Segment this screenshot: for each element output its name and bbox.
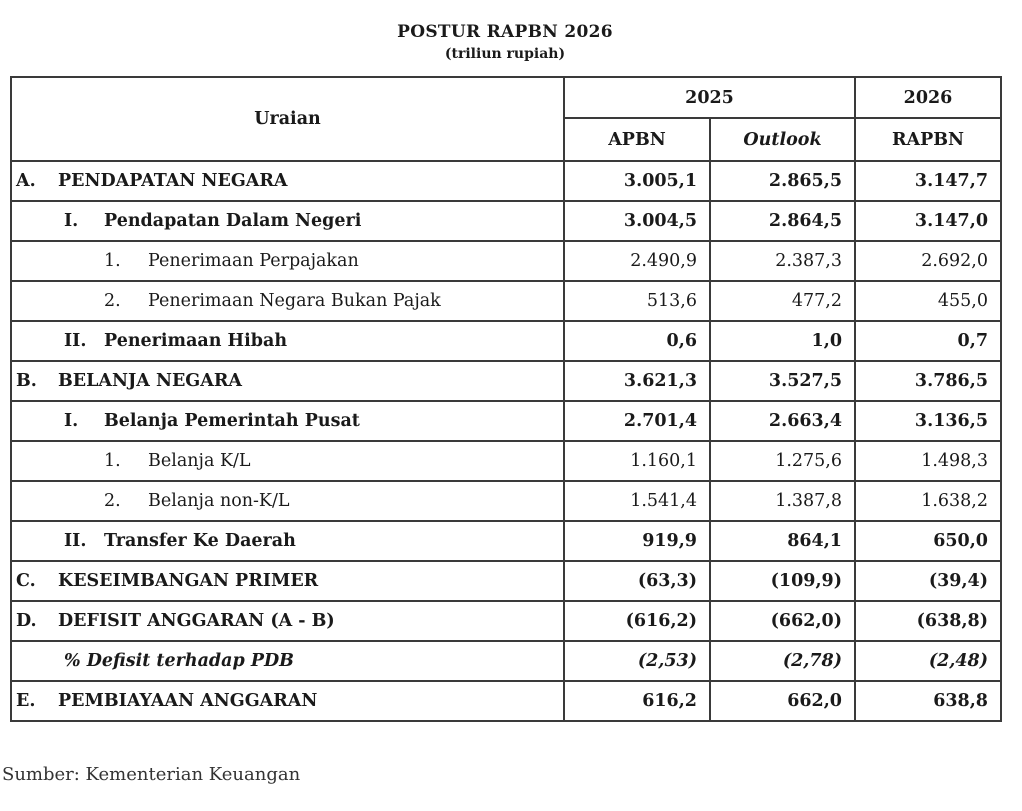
- cell-outlook: 2.663,4: [710, 401, 855, 441]
- cell-apbn: 513,6: [564, 281, 710, 321]
- table-row: [11, 441, 1001, 481]
- row-code: I.: [64, 411, 79, 431]
- header-uraian: Uraian: [11, 77, 564, 161]
- cell-apbn: 3.005,1: [564, 161, 710, 201]
- table-row: [11, 281, 1001, 321]
- table-row: [11, 521, 1001, 561]
- cell-outlook: 1,0: [710, 321, 855, 361]
- cell-apbn: 2.490,9: [564, 241, 710, 281]
- cell-apbn: 919,9: [564, 521, 710, 561]
- row-label: [11, 641, 564, 681]
- header-apbn: APBN: [564, 118, 710, 161]
- cell-outlook: (662,0): [710, 601, 855, 641]
- row-label: [11, 521, 564, 561]
- table-row: [11, 361, 1001, 401]
- row-label: [11, 441, 564, 481]
- row-code: A.: [16, 171, 36, 191]
- row-label: [11, 241, 564, 281]
- cell-outlook: (109,9): [710, 561, 855, 601]
- header-year-2026: 2026: [855, 77, 1001, 118]
- row-label: [11, 321, 564, 361]
- cell-apbn: (616,2): [564, 601, 710, 641]
- row-label: [11, 681, 564, 721]
- header-outlook: Outlook: [710, 118, 855, 161]
- row-label: [11, 201, 564, 241]
- table-title: POSTUR RAPBN 2026: [397, 22, 613, 42]
- table-row: [11, 401, 1001, 441]
- cell-rapbn: 1.498,3: [855, 441, 1001, 481]
- row-code: I.: [64, 211, 79, 231]
- row-code: B.: [16, 371, 37, 391]
- row-code: 2.: [104, 291, 121, 311]
- row-code: II.: [64, 531, 87, 551]
- source-note: Sumber: Kementerian Keuangan: [2, 764, 301, 785]
- table-subtitle: (triliun rupiah): [444, 46, 566, 62]
- table-row: [11, 241, 1001, 281]
- table-row: [11, 321, 1001, 361]
- cell-outlook: 477,2: [710, 281, 855, 321]
- cell-outlook: 2.864,5: [710, 201, 855, 241]
- row-text: BELANJA NEGARA: [58, 371, 242, 391]
- row-label: [11, 481, 564, 521]
- cell-apbn: 3.621,3: [564, 361, 710, 401]
- cell-rapbn: 3.147,7: [855, 161, 1001, 201]
- row-text: % Defisit terhadap PDB: [64, 651, 294, 671]
- row-code: 1.: [104, 451, 121, 471]
- row-label: [11, 161, 564, 201]
- row-label: [11, 281, 564, 321]
- cell-outlook: (2,78): [710, 641, 855, 681]
- row-code: 2.: [104, 491, 121, 511]
- table-row: [11, 481, 1001, 521]
- cell-rapbn: 3.136,5: [855, 401, 1001, 441]
- cell-rapbn: 0,7: [855, 321, 1001, 361]
- row-text: Belanja non-K/L: [148, 491, 290, 511]
- row-label: [11, 561, 564, 601]
- table-row: [11, 641, 1001, 681]
- table-row: [11, 201, 1001, 241]
- row-text: Transfer Ke Daerah: [104, 531, 296, 551]
- row-text: Belanja Pemerintah Pusat: [104, 411, 360, 431]
- cell-apbn: 3.004,5: [564, 201, 710, 241]
- cell-rapbn: 638,8: [855, 681, 1001, 721]
- row-label: [11, 401, 564, 441]
- row-text: PEMBIAYAAN ANGGARAN: [58, 691, 318, 711]
- table-row: [11, 681, 1001, 721]
- cell-rapbn: 3.786,5: [855, 361, 1001, 401]
- cell-apbn: 616,2: [564, 681, 710, 721]
- row-code: 1.: [104, 251, 121, 271]
- cell-apbn: 1.160,1: [564, 441, 710, 481]
- cell-apbn: 2.701,4: [564, 401, 710, 441]
- cell-rapbn: (638,8): [855, 601, 1001, 641]
- cell-rapbn: 1.638,2: [855, 481, 1001, 521]
- cell-rapbn: (2,48): [855, 641, 1001, 681]
- row-label: [11, 361, 564, 401]
- table-row: [11, 561, 1001, 601]
- cell-outlook: 1.275,6: [710, 441, 855, 481]
- row-text: DEFISIT ANGGARAN (A - B): [58, 611, 335, 631]
- cell-outlook: 2.865,5: [710, 161, 855, 201]
- cell-outlook: 864,1: [710, 521, 855, 561]
- header-rapbn: RAPBN: [855, 118, 1001, 161]
- cell-apbn: (63,3): [564, 561, 710, 601]
- cell-rapbn: 650,0: [855, 521, 1001, 561]
- row-text: Belanja K/L: [148, 451, 251, 471]
- row-code: E.: [16, 691, 36, 711]
- row-text: Pendapatan Dalam Negeri: [104, 211, 362, 231]
- row-text: Penerimaan Negara Bukan Pajak: [148, 291, 441, 311]
- cell-outlook: 3.527,5: [710, 361, 855, 401]
- row-code: D.: [16, 611, 37, 631]
- cell-rapbn: 455,0: [855, 281, 1001, 321]
- cell-rapbn: (39,4): [855, 561, 1001, 601]
- header-year-2025: 2025: [564, 77, 855, 118]
- table-row: [11, 161, 1001, 201]
- cell-apbn: 1.541,4: [564, 481, 710, 521]
- cell-outlook: 662,0: [710, 681, 855, 721]
- row-code: C.: [16, 571, 36, 591]
- cell-outlook: 1.387,8: [710, 481, 855, 521]
- row-code: II.: [64, 331, 87, 351]
- row-text: Penerimaan Hibah: [104, 331, 288, 351]
- table-row: [11, 601, 1001, 641]
- cell-apbn: (2,53): [564, 641, 710, 681]
- row-text: PENDAPATAN NEGARA: [58, 171, 288, 191]
- row-text: Penerimaan Perpajakan: [148, 251, 359, 271]
- row-label: [11, 601, 564, 641]
- cell-outlook: 2.387,3: [710, 241, 855, 281]
- row-text: KESEIMBANGAN PRIMER: [58, 571, 319, 591]
- cell-rapbn: 2.692,0: [855, 241, 1001, 281]
- cell-apbn: 0,6: [564, 321, 710, 361]
- cell-rapbn: 3.147,0: [855, 201, 1001, 241]
- budget-table: [10, 76, 1002, 722]
